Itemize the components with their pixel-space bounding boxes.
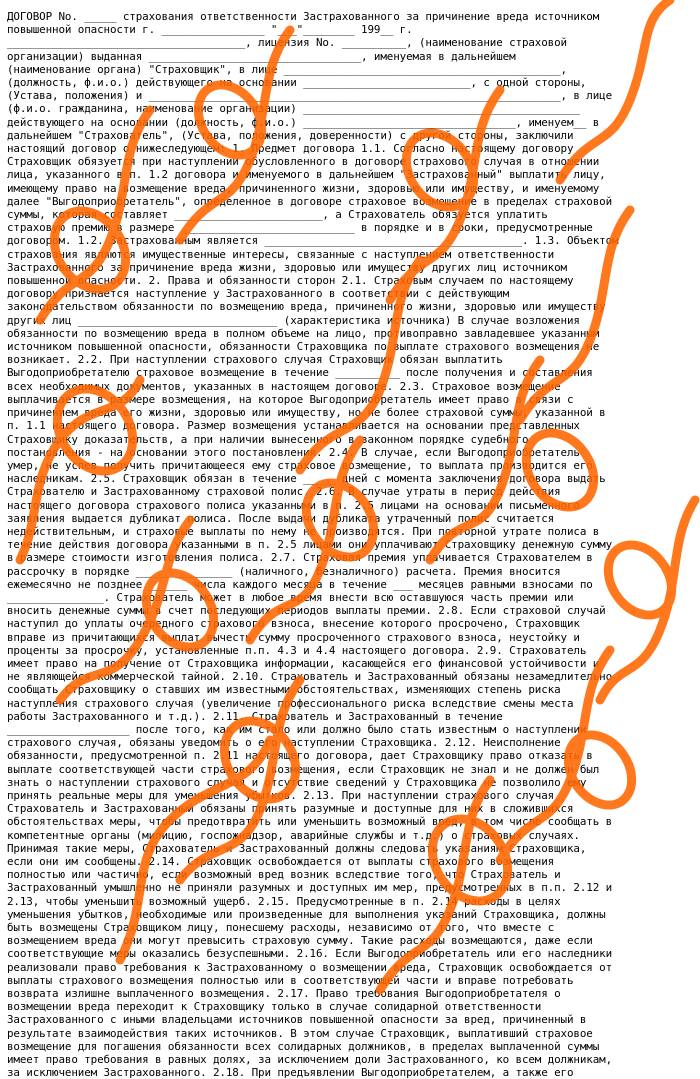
document-line: (наименование органа) "Страховщик", в лице ___________________________________________, — [7, 62, 567, 76]
document-line: других лиц _______________________________ (характеристика источника) В случае возложения — [7, 313, 580, 327]
document-text — [7, 10, 691, 1079]
document-line: Страховщику доказательств, а при наличии вынесенного в законном порядке судебного — [7, 432, 529, 446]
document-line: течение действия договора указанными в п. 2.5 лицами они уплачивают Страховщику денежную сумму — [7, 538, 613, 552]
document-line: Застрахованный умышленно не приняли разумных и доступных им мер, предусмотренных в п.п. 2.12 и — [7, 881, 613, 895]
document-line: компетентные органы (милицию, госпожнадзор, аварийные службы и т.д.) о страховых случаях. — [7, 828, 580, 842]
document-line: если они им сообщены. 2.14. Страховщик освобождается от выплаты страхового возмещения — [7, 855, 555, 868]
document-line: Принимая такие меры, Страхователь и Застрахованный должны следовать указаниям Страховщика, — [7, 841, 587, 855]
document-line: вправе из причитающихся выплат вычесть сумму просроченного страхового взноса, неустойку и — [7, 630, 580, 644]
document-line: ___________________ после того, как им стало или должно было стать известным о наступлении — [7, 722, 587, 736]
document-line: имеет право требования в равных долях, за исключением доли Застрахованного, ко всем должникам, — [7, 1053, 613, 1067]
document-line: недействительным, и страховые выплаты по нему не производятся. При повторной утрате полиса в — [7, 524, 600, 538]
document-line: выплачивается в размере возмещения, на которое Выгодоприобретатель имеет право в связи с — [7, 392, 574, 406]
document-line: ДОГОВОР No. _____ страхования ответственности Застрахованного за причинение вреда источником — [7, 10, 600, 23]
document-line: организации) выданная _________________________________, именуемая в дальнейшем — [7, 49, 516, 63]
document-line: полностью или частично, если возможный вред возник вследствие того, что Страхователь и — [7, 868, 561, 882]
document-line: источником повышенной опасности, обязанности Страховщика по выплате страхового возмещения не — [7, 340, 600, 354]
document-line: (должность, ф.и.о.) действующего на основании __________________________, с одной стороны, — [7, 76, 587, 90]
document-line: проценты за просрочку, установленные п.п. 4.3 и 4.4 настоящего договора. 2.9. Страхователь — [7, 643, 587, 657]
document-line: наступил до уплаты очередного страхового взноса, внесение которого просрочено, Страховщик — [7, 617, 580, 631]
document-line: страховую премию в размере ___________________________ в порядке и в сроки, предусмотренные — [7, 221, 593, 235]
document-line: быть возмещены Страховщиком лицу, понесшему расходы, независимо от того, что вместе с — [7, 921, 555, 935]
document-line: соответствующие меры оказались безуспешными. 2.16. Если Выгодоприобретатель или его наследники — [7, 947, 613, 961]
document-line: повышенной опасности г. ________________ "___"________ 199__ г. — [7, 23, 413, 37]
document-line: действующего на основании (должность, ф.и.о.) _________________________________, именуем__ в — [7, 115, 600, 129]
document-line: вносить денежные суммы в счет последующих периодов выплаты премии. 2.8. Если страховой случай — [7, 604, 606, 618]
document-line: выплате соответствующей части страхового возмещения, если Страховщик не знал и не должен был — [7, 762, 600, 776]
document-line: не являющейся коммерческой тайной. 2.10. Страхователь и Застрахованный обязаны незамедлительно — [7, 670, 613, 684]
document-line: (ф.и.о. гражданина, наименование организации) ___________________________________________ — [7, 102, 580, 116]
document-line: наследникам. 2.5. Страховщик обязан в течение _____ дней с момента заключения договора выдать — [7, 472, 606, 486]
document-line: постановления - на основании этого постановления. 2.4. В случае, если Выгодоприобретатель — [7, 445, 580, 459]
document-line: в размере стоимости изготовления полиса. 2.7. Страховая премия уплачивается Страхователем в — [7, 551, 593, 565]
document-line: принять реальные меры для уменьшения убытков. 2.13. При наступлении страхового случая — [7, 788, 555, 802]
document-line: страхового случая, обязаны уведомить о его наступлении Страховщика. 2.12. Неисполнение — [7, 736, 561, 750]
document-line: настоящего договора страхового полиса указанными в п. 2.5 лицами на основании письменного — [7, 498, 580, 512]
document-line: настоящий договор о нижеследующем: 1. Предмет договора 1.1. Согласно настоящему договору — [7, 142, 574, 156]
document-line: Застрахованного с иными владельцами источников повышенной опасности за вред, причиненный в — [7, 1013, 587, 1027]
document-line: страхования являются имущественные интересы, связанные с наступлением ответственности — [7, 247, 555, 261]
document-line: лица, указанного в п. 1.2 договора и именуемого в дальнейшем "Застрахованный" выплатить лицу, — [7, 168, 606, 182]
document-line: далее "Выгодоприобретатель", определенное в договоре страховое возмещение в пределах страховой — [7, 194, 613, 208]
document-line: уменьшения убытков, необходимые или произведенные для выполнения указаний Страховщика, должны — [7, 907, 606, 921]
document-line: Застрахованного за причинение вреда жизни, здоровью или имуществу других лиц источником — [7, 260, 567, 274]
document-line: _____________________________________, лицензия No. __________, (наименование страховой — [7, 36, 567, 50]
document-line: работы Застрахованного и т.д.). 2.11. Страхователь и Застрахованный в течение — [7, 709, 503, 723]
document-line: заявления выдается дубликат полиса. После выдачи дубликата утраченный полис считается — [7, 511, 555, 525]
document-line: имеющему право на возмещение вреда, причиненного жизни, здоровью или имуществу, и именуемому — [7, 181, 600, 195]
document-line: возмещении вреда переходит к Страховщику только в случае солидарной ответственности — [7, 1000, 542, 1014]
document-line: Страхователь и Застрахованный обязаны принять разумные и доступные для них в сложившихся — [7, 802, 574, 816]
document-line: наступления страхового случая (увеличение профессионального риска вследствие смены места — [7, 696, 574, 710]
document-line: всех необходимых документов, указанных в настоящем договоре. 2.3. Страховое возмещение — [7, 379, 561, 393]
document-line: обстоятельствах меры, чтобы предотвратить или уменьшить возможный вред, в том числе сообщать в — [7, 815, 613, 829]
document-line: _______________. Страхователь может в любое время внести всю оставшуюся часть премии или — [7, 590, 574, 604]
document-line: Страхователю и Застрахованному страховой полис. 2.6. В случае утраты в период действия — [7, 485, 561, 499]
document-line: имеет право на получение от Страховщика информации, касающейся его финансовой устойчивости и — [7, 656, 600, 670]
document-line: ежемесячно не позднее ______ числа каждого месяца в течение ___ месяцев равными взносами по — [7, 577, 593, 591]
document-line: возникает. 2.2. При наступлении страхового случая Страховщик обязан выплатить — [7, 353, 503, 367]
document-line: причинением вреда его жизни, здоровью или имуществу, но не более страховой суммы, указанной в — [7, 406, 606, 420]
document-line: знать о наступлении страхового случая и отсутствие сведений у Страховщика не позволило ему — [7, 775, 587, 789]
document-line: повышенной опасности. 2. Права и обязанности сторон 2.1. Страховым случаем по настоящему — [7, 274, 574, 288]
document-line: договором. 1.2. Застрахованным является ________________________________________. 1.3. Объектом — [7, 234, 619, 248]
document-line: обязанности, предусмотренной п. 2.11 настоящего договора, дает Страховщику право отказать в — [7, 749, 593, 763]
document-line: Выгодоприобретателю страховое возмещение в течение __________ после получения и составления — [7, 366, 593, 380]
document-line: умер, не успев получить причитающееся ему страховое возмещение, то выплата производится его — [7, 458, 593, 472]
document-line: дальнейшем "Страхователь", (Устава, положения, доверенности) с другой стороны, заключили — [7, 128, 574, 142]
document-line: рассрочку в порядке _______________ (наличного, безналичного) расчета. Премия вносится — [7, 564, 561, 578]
document-line: Страховщик обязуется при наступлении обусловленного в договоре страхового случая в отношении — [7, 155, 600, 169]
document-line: законодательством обязанности по возмещению вреда, причиненного жизни, здоровью или имуществу — [7, 300, 606, 314]
document-line: п. 1.1 настоящего договора. Размер возмещения устанавливается на основании представленных — [7, 419, 580, 433]
document-line: сообщать Страховщику о ставших им известными обстоятельствах, изменяющих степень риска — [7, 683, 561, 697]
document-line: договору признается наступление у Застрахованного в соответствии с действующим — [7, 287, 510, 301]
document-line: возмещение для погашения обязанности всех солидарных должников, в пределах выплаченной суммы — [7, 1039, 600, 1053]
document-line: возмещением вреда они могут превысить страховую сумму. Такие расходы возмещаются, даже если — [7, 934, 593, 948]
document-line: 2.13, чтобы уменьшить возможный ущерб. 2.15. Предусмотренные в п. 2.14 расходы в целях — [7, 894, 561, 908]
document-line: (Устава, положения) и ________________________________________________________________, в лице — [7, 89, 613, 103]
document-line: выплаты страхового возмещения полностью или в соответствующей части и вправе потребовать — [7, 973, 574, 987]
document-line: обязанности по возмещению вреда в полном объеме на лицо, противоправно завладевшее указанным — [7, 326, 600, 340]
document-line: реализовали право требования к Застрахованному о возмещении вреда, Страховщик освобождается от — [7, 960, 613, 974]
document-line: возврата излишне выплаченного возмещения. 2.17. Право требования Выгодоприобретателя о — [7, 987, 561, 1001]
document-line: за исключением Застрахованного. 2.18. При предъявлении Выгодоприобретателем, а также его — [7, 1066, 574, 1079]
document-line: результате взаимодействия таких источников. В этом случае Страховщик, выплативший страховое — [7, 1026, 593, 1040]
document-line: суммы, которая составляет _______________________, а Страхователь обязуется уплатить — [7, 208, 548, 222]
